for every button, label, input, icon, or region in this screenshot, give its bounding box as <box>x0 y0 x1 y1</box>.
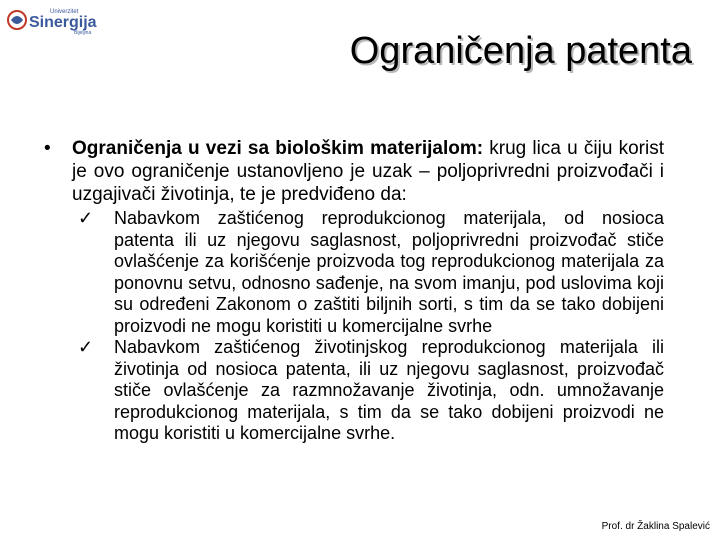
logo-line3: Bijeljina <box>74 30 92 36</box>
university-logo <box>6 6 116 36</box>
checkmark-icon: ✓ <box>78 337 94 358</box>
slide-content <box>44 138 664 445</box>
bullet-marker: • <box>44 138 51 159</box>
logo-line1: Univerzitet <box>50 9 79 15</box>
main-bullet <box>44 138 664 206</box>
list-item <box>78 208 664 337</box>
bullet-text: krug lica u čiju korist je ovo ograničenje ustanovljeno je uzak – poljoprivredni proizvođači i uzgajivači životinja, te je predviđeno da: <box>72 138 664 205</box>
logo-line2: Sinergija <box>29 14 97 31</box>
list-item <box>78 337 664 445</box>
logo-emblem-icon <box>6 6 116 36</box>
footer-author: Prof. dr Žaklina Spalević <box>601 521 710 532</box>
sub-bullet-list <box>44 208 664 445</box>
sub-item-text: Nabavkom zaštićenog reprodukcionog materijala, od nosioca patenta ili uz njegovu saglasnost, poljoprivredni proizvođač stiče ovlašćenje za korišćenje proizvoda tog reprodukcionog materijala za ponovnu setvu, odnosno sađenje, na svom imanju, pod uslovima koji su određeni Zakonom o zaštiti biljnih sorti, s tim da se tako dobijeni proizvodi ne mogu koristiti u komercijalne svrhe <box>114 208 664 336</box>
sub-item-text: Nabavkom zaštićenog životinjskog reprodukcionog materijala ili životinja od nosioca patenta, ili uz njegovu saglasnost, proizvođač stiče ovlašćenje za razmnožavanje životinja, odn. umnožavanje reprodukcionog materijala, s tim da se tako dobijeni proizvodi ne mogu koristiti u komercijalne svrhe. <box>114 337 664 444</box>
bullet-lead: Ograničenja u vezi sa biološkim materijalom: <box>72 138 484 159</box>
slide-title: Ograničenja patenta <box>349 30 692 72</box>
checkmark-icon: ✓ <box>78 208 94 229</box>
